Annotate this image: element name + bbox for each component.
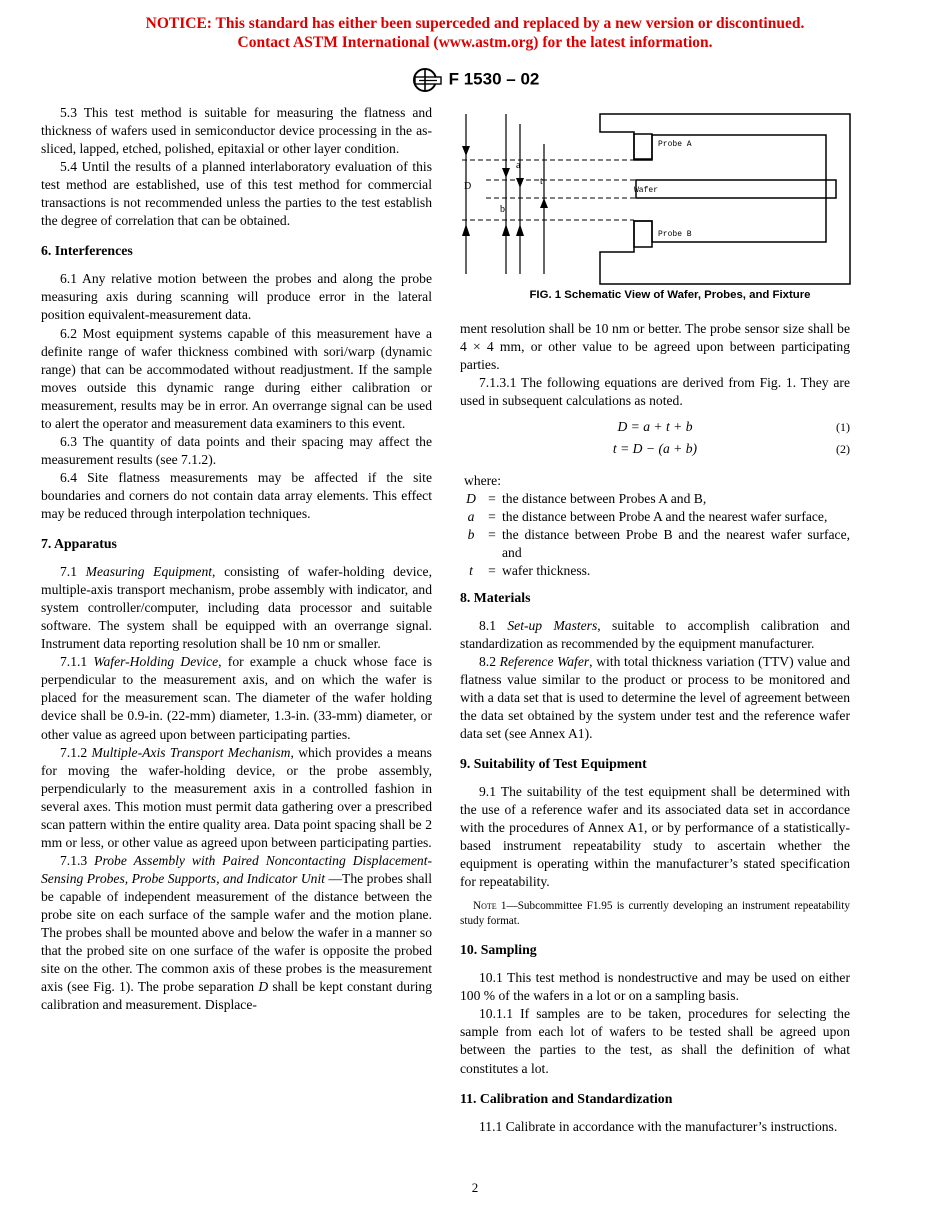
page-number: 2: [471, 1180, 479, 1195]
para-9-1: 9.1 The suitability of the test equipment shall be determined with the use of a reference wafer and its associated data set in accordance with the procedures of Annex A1, or by performance of a statistically-based instrument repeatability study to ascertain whether the equipment is operating within the manufacturer’s stated specification for repeatability.: [460, 783, 850, 890]
def-b: b = the distance between Probe B and the nearest wafer surface, and: [467, 527, 850, 561]
designation: F 1530 – 02: [448, 69, 540, 89]
heading-9: 9. Suitability of Test Equipment: [460, 755, 647, 771]
right-column: [460, 320, 850, 1136]
para-6-3: 6.3 The quantity of data points and their spacing may affect the measurement results (see 7.1.2).: [41, 433, 432, 467]
para-continued: ment resolution shall be 10 nm or better. The probe sensor size shall be 4 × 4 mm, or other value to be agreed upon between participating parties.: [460, 321, 850, 373]
where-label: where:: [464, 473, 501, 489]
notice-line-2: Contact ASTM International (www.astm.org) for the latest information.: [237, 34, 713, 51]
para-5-4: 5.4 Until the results of a planned interlaboratory evaluation of this test method are established, use of this test method for commercial transactions is not recommended unless the parties to the test establish the degree of correlation that can be obtained.: [41, 159, 432, 229]
def-D: D = the distance between Probes A and B,: [466, 491, 707, 507]
label-probe-a: Probe A: [658, 140, 692, 149]
label-b: b: [500, 204, 505, 215]
para-6-2: 6.2 Most equipment systems capable of this measurement have a definite range of wafer thickness combined with sori/warp (dynamic range) that can be accommodated without readjustment. If the sample moves outside this dynamic range during either calibration or measurement, results may be in error. An overrange signal can be used to alert the operator and measurement data examiners to this event.: [41, 325, 432, 431]
para-10-1: 10.1 This test method is nondestructive and may be used on either 100 % of the wafers in a lot or on a sampling basis.: [460, 970, 850, 1004]
figure-caption: FIG. 1 Schematic View of Wafer, Probes, and Fixture: [529, 289, 811, 301]
heading-6: 6. Interferences: [41, 243, 133, 259]
para-7-1-3: 7.1.3 Probe Assembly with Paired Noncontacting Displacement-Sensing Probes, Probe Supports, and Indicator Unit —The probes shall be capable of independent measurement of the distance between the probe site on each surface of the sample wafer and the motion plane. The probes shall be mounted above and below the wafer in a manner so that the probed site on one surface of the wafer is opposite the probed site on the other. The common axis of these probes is the measurement axis (see Fig. 1). The probe separation D shall be kept constant during calibration and measurement. Displace-: [41, 852, 432, 1013]
heading-10: 10. Sampling: [460, 942, 537, 958]
para-5-3: 5.3 This test method is suitable for measuring the flatness and thickness of wafers used in semiconductor device processing in the as-sliced, lapped, etched, polished, epitaxial or other layer condition.: [41, 105, 432, 157]
fig1-schematic: [458, 104, 858, 286]
document-header: [0, 66, 950, 94]
para-7-1: 7.1 Measuring Equipment, consisting of wafer-holding device, multiple-axis transport mechanism, probe assembly with indicator, and system controller/computer, including data processor and suitable software. The system shall be equipped with an overrange signal. Instrument data reporting resolution shall be 10 nm or smaller.: [41, 564, 432, 652]
para-10-1-1: 10.1.1 If samples are to be taken, procedures for selecting the sample from each lot of wafers to be tested shall be agreed upon between the parties to the test, as shall the definition of what constitutes a lot.: [460, 1006, 850, 1076]
heading-8: 8. Materials: [460, 589, 531, 605]
left-column: [41, 104, 432, 1014]
def-a: a = the distance between Probe A and the nearest wafer surface,: [467, 509, 828, 525]
label-wafer: Wafer: [634, 186, 659, 195]
label-d: D: [464, 181, 472, 192]
astm-logo-icon: [411, 66, 443, 94]
note-1: Note 1—Subcommittee F1.95 is currently developing an instrument repeatability study format.: [460, 900, 850, 928]
para-8-2: 8.2 Reference Wafer, with total thickness variation (TTV) value and flatness value similar to the product or process to be monitored and with a data set that is used to determine the level of agreement between the data set obtained by the system under test and the reference wafer data set (see Annex A1).: [460, 653, 851, 741]
para-6-4: 6.4 Site flatness measurements may be affected if the site boundaries and corners do not contain data array elements. This effect may be reduced through interpolation techniques.: [41, 469, 432, 521]
notice-line-1: NOTICE: This standard has either been superceded and replaced by a new version or discontinued.: [145, 15, 805, 32]
heading-11: 11. Calibration and Standardization: [460, 1090, 673, 1106]
para-6-1: 6.1 Any relative motion between the probes and along the probe measuring axis during scanning will produce error in the lateral position equivalent-measurement data.: [41, 271, 432, 323]
label-a: a: [516, 160, 521, 171]
label-t: t: [540, 176, 543, 187]
equation-2: t = D − (a + b) (2): [612, 441, 850, 457]
equation-1: D = a + t + b (1): [617, 419, 850, 435]
para-7-1-2: 7.1.2 Multiple-Axis Transport Mechanism, which provides a means for moving the wafer-holding device, or the probe assembly, perpendicularly to the measurement axis in a controlled fashion in several axes. This motion must permit data gathering over a prescribed scan pattern within the entire quality area. Data point spacing shall be 2 mm or less, or other value as agreed upon between participating parties.: [41, 744, 432, 850]
para-11-1: 11.1 Calibrate in accordance with the manufacturer’s instructions.: [479, 1118, 838, 1134]
def-t: t = wafer thickness.: [469, 563, 591, 579]
para-7-1-1: 7.1.1 Wafer-Holding Device, for example a chuck whose face is perpendicular to the measurement axis, and on which the wafer is placed for the measurement scan. The diameter of the wafer holding device shall be 0.9-in. (22-mm) diameter, 1.3-in. (33-mm) diameter, or other value as agreed upon between participating parties.: [41, 654, 432, 742]
para-7-1-3-1: 7.1.3.1 The following equations are derived from Fig. 1. They are used in subsequent calculations as noted.: [460, 375, 850, 409]
label-probe-b: Probe B: [658, 230, 692, 239]
heading-7: 7. Apparatus: [41, 536, 117, 552]
para-8-1: 8.1 Set-up Masters, suitable to accomplish calibration and standardization as recommended by the equipment manufacturer.: [460, 617, 850, 651]
